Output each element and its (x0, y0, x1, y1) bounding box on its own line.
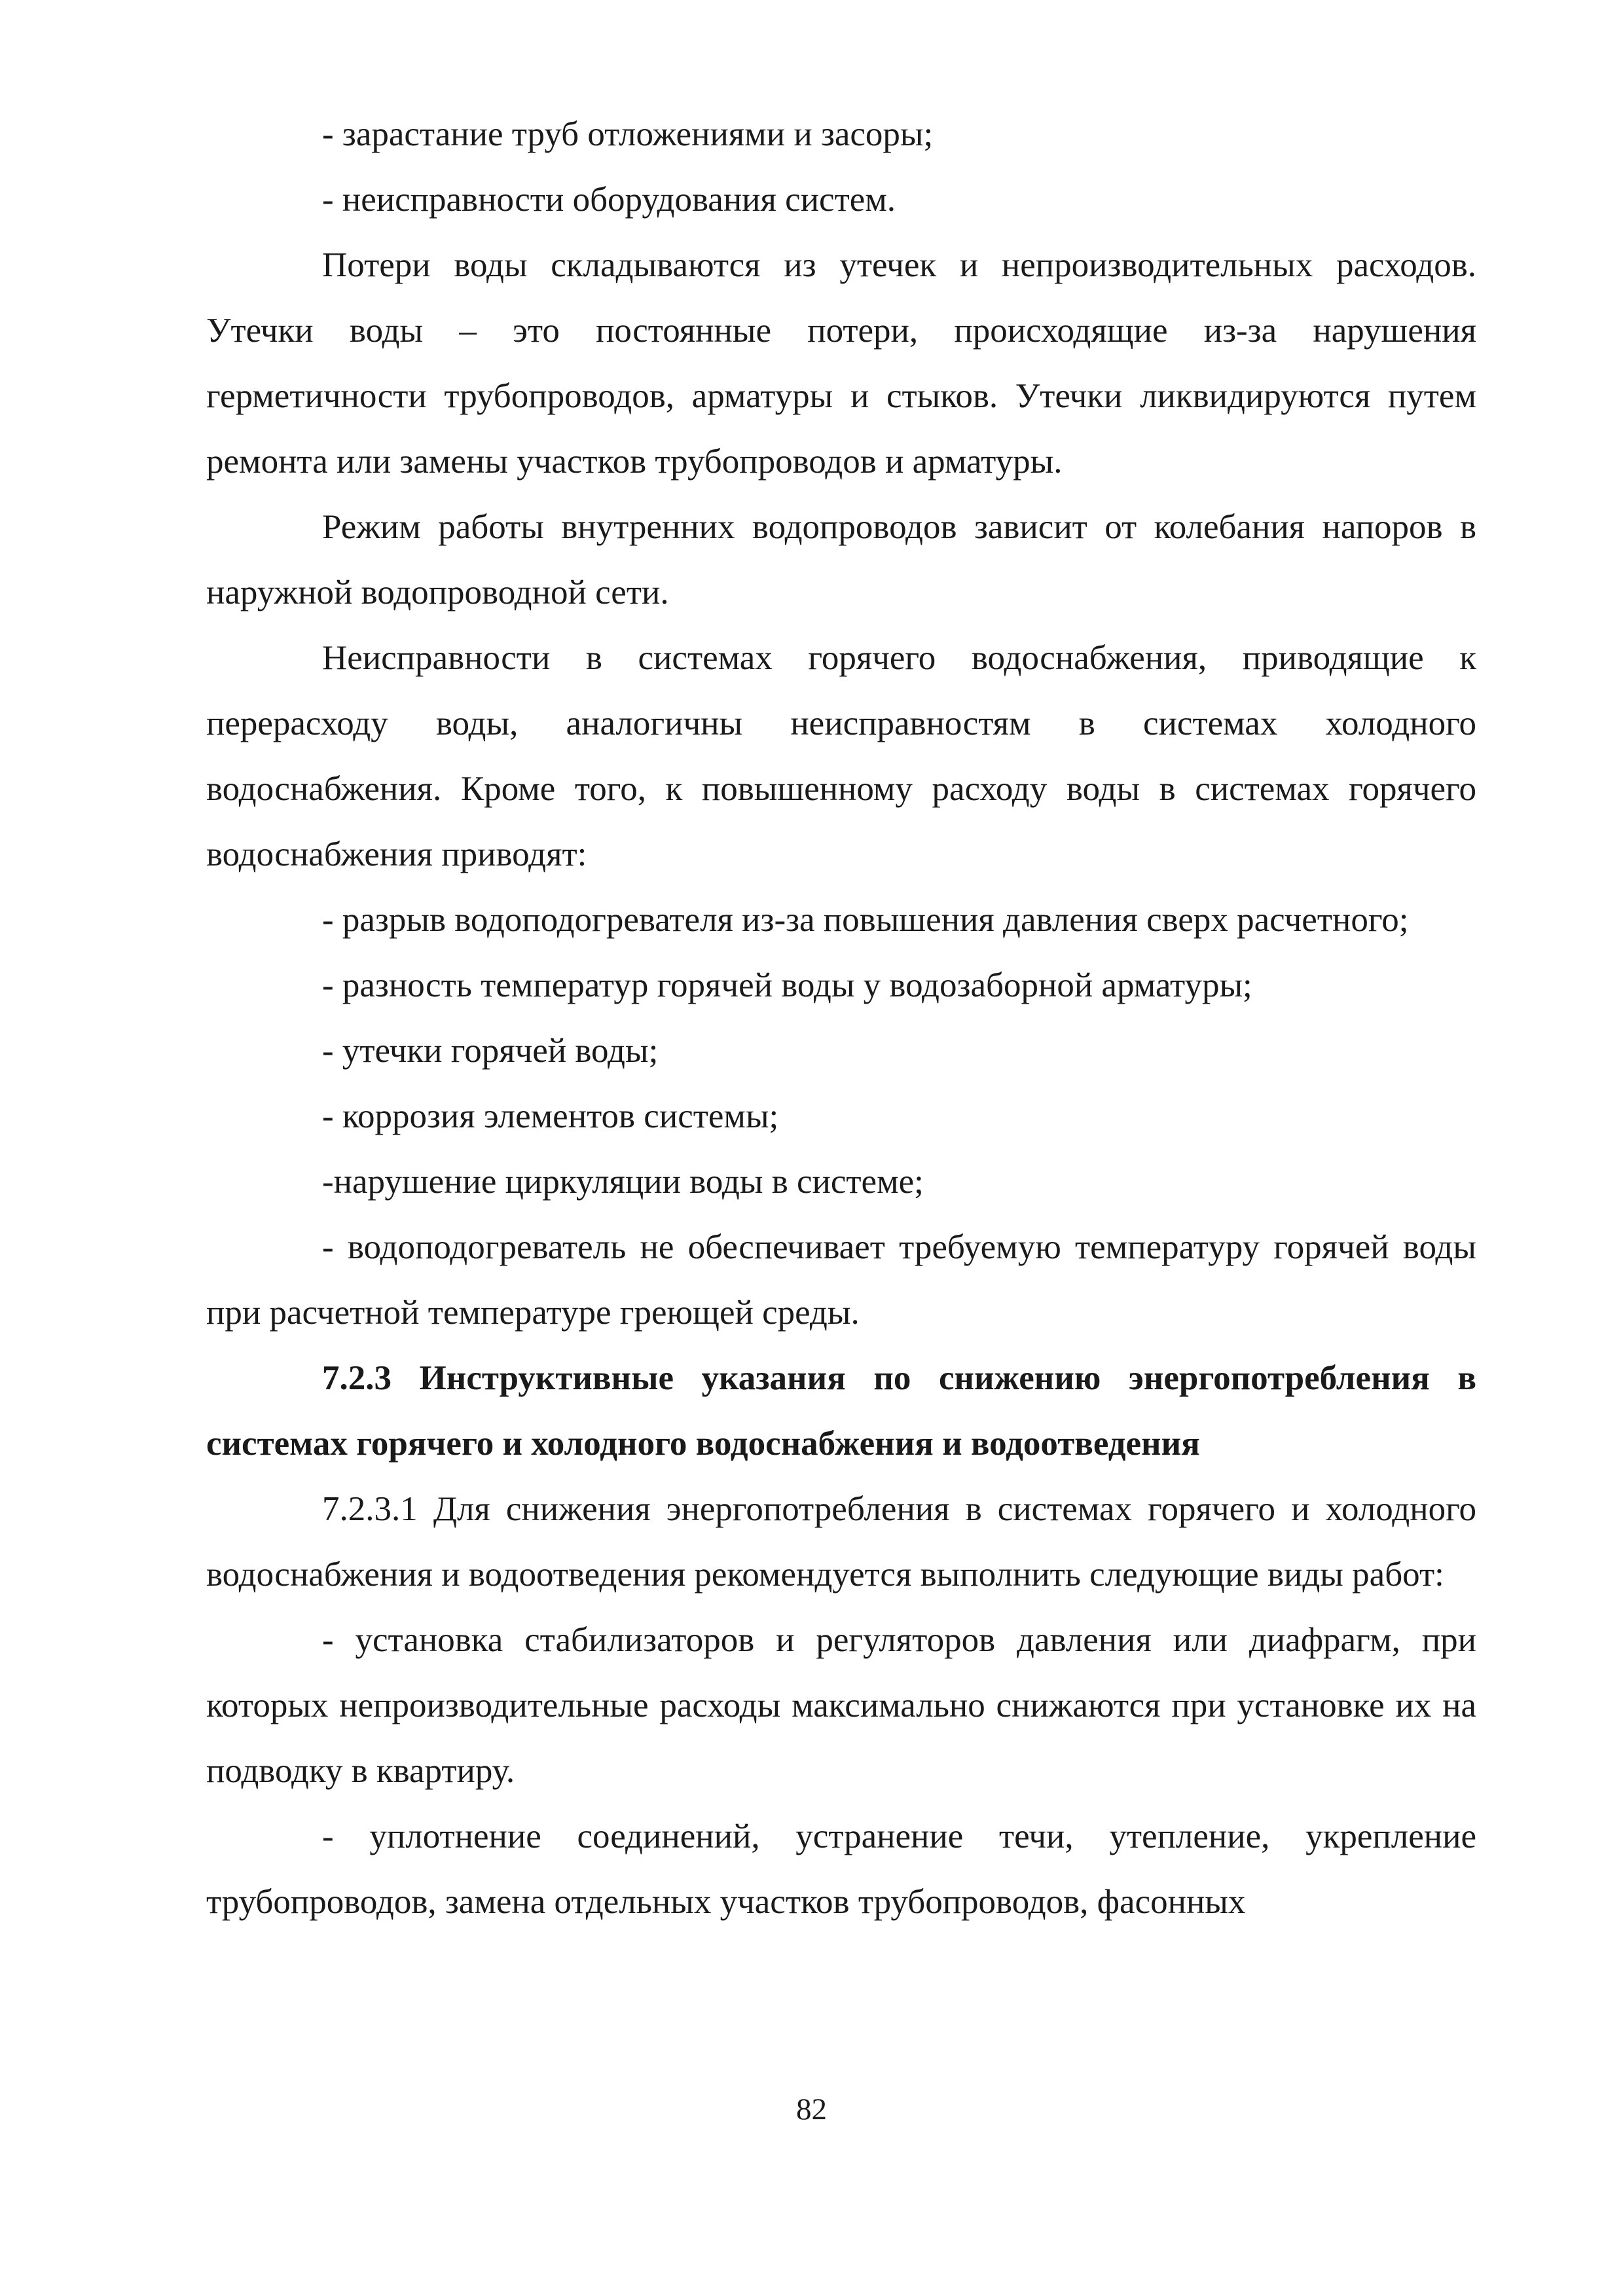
page-number: 82 (796, 2092, 827, 2126)
list-item: - зарастание труб отложениями и засоры; (322, 115, 934, 153)
paragraph: 7.2.3.1 Для снижения энергопотребления в системах горячего и холодного водоснабжения и водоотведения рекомендуется выполнить следующие виды работ: (206, 1490, 1476, 1594)
paragraph: Режим работы внутренних водопроводов зависит от колебания напоров в наружной водопроводной сети. (206, 508, 1476, 611)
list-item: - уплотнение соединений, устранение течи, утепление, укрепление трубопроводов, замена отдельных участков трубопроводов, фасонных (206, 1817, 1476, 1921)
paragraph: Потери воды складываются из утечек и непроизводительных расходов. Утечки воды – это постоянные потери, происходящие из-за нарушения герметичности трубопроводов, арматуры и стыков. Утечки ликвидируются путем ремонта или замены участков трубопроводов и арматуры. (206, 246, 1476, 481)
body-text (206, 101, 1476, 1935)
list-item: - водоподогреватель не обеспечивает требуемую температуру горячей воды при расчетной температуре греющей среды. (206, 1228, 1476, 1332)
list-item: - разность температур горячей воды у водозаборной арматуры; (322, 966, 1252, 1004)
section-heading: 7.2.3 Инструктивные указания по снижению энергопотребления в системах горячего и холодного водоснабжения и водоотведения (206, 1359, 1476, 1463)
paragraph: Неисправности в системах горячего водоснабжения, приводящие к перерасходу воды, аналогичны неисправностям в системах холодного водоснабжения. Кроме того, к повышенному расходу воды в системах горячего водоснабжения приводят: (206, 639, 1476, 873)
list-item: -нарушение циркуляции воды в системе; (322, 1163, 924, 1201)
list-item: - разрыв водоподогревателя из-за повышения давления сверх расчетного; (322, 901, 1409, 939)
list-item: - утечки горячей воды; (322, 1032, 659, 1070)
list-item: - установка стабилизаторов и регуляторов давления или диафрагм, при которых непроизводительные расходы максимально снижаются при установке их на подводку в квартиру. (206, 1621, 1476, 1790)
list-item: - неисправности оборудования систем. (322, 181, 896, 219)
list-item: - коррозия элементов системы; (322, 1097, 779, 1135)
